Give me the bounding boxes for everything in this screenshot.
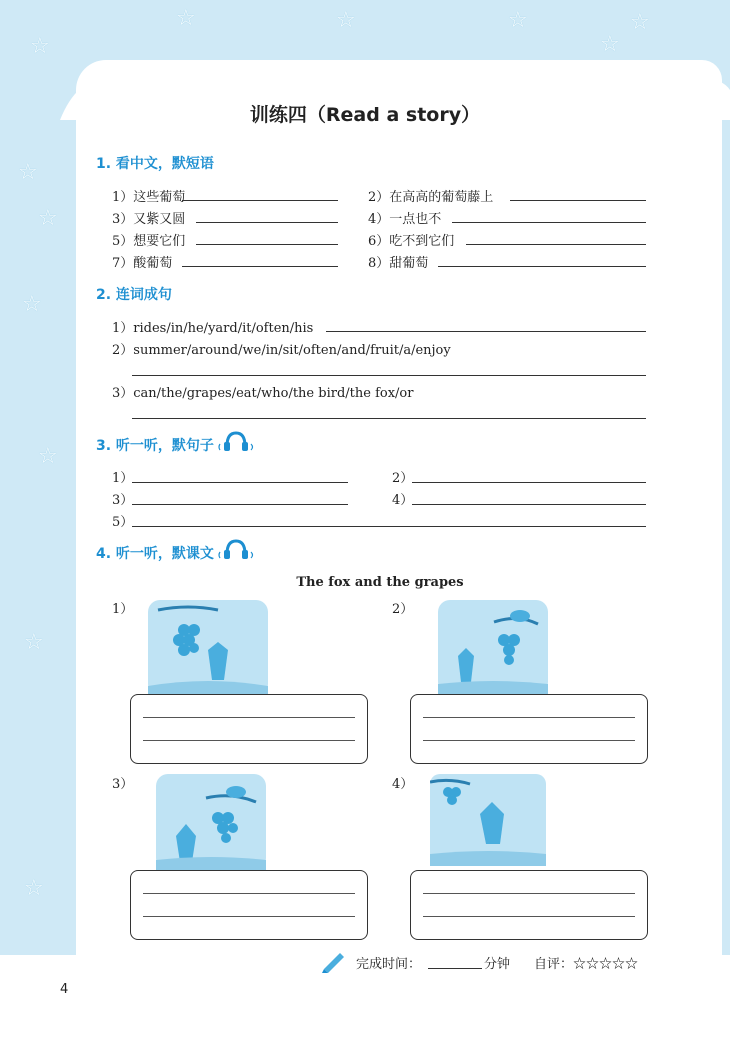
s1-item-7: 7）酸葡萄 xyxy=(112,256,173,271)
s1-item-5: 5）想要它们 xyxy=(112,234,186,249)
answer-line[interactable] xyxy=(132,504,348,505)
speech-bubble[interactable] xyxy=(410,870,648,940)
answer-line[interactable] xyxy=(412,482,646,483)
headphone-icon xyxy=(218,430,254,452)
s2-item-1: 1）rides/in/he/yard/it/often/his xyxy=(112,321,314,336)
answer-line[interactable] xyxy=(423,717,635,718)
s2-item-2: 2）summer/around/we/in/sit/often/and/fruit/a/enjoy xyxy=(112,343,451,358)
panel-2-label: 2） xyxy=(392,602,414,617)
s1-item-8: 8）甜葡萄 xyxy=(368,256,429,271)
answer-line[interactable] xyxy=(423,893,635,894)
fox-jumping-illustration xyxy=(156,774,266,870)
s1-item-4: 4）一点也不 xyxy=(368,212,442,227)
s3-item-5: 5） xyxy=(112,515,134,530)
s1-item-3: 3）又紫又圆 xyxy=(112,212,186,227)
answer-line[interactable] xyxy=(143,717,355,718)
fox-walking-away-illustration xyxy=(430,774,546,866)
speech-bubble[interactable] xyxy=(130,870,368,940)
section-2-heading: 2. 连词成句 xyxy=(96,287,172,303)
star-icon: ☆ xyxy=(336,8,356,33)
s3-item-1: 1） xyxy=(112,471,134,486)
headphone-icon xyxy=(218,538,254,560)
answer-line[interactable] xyxy=(182,200,338,201)
s3-item-4: 4） xyxy=(392,493,414,508)
story-title: The fox and the grapes xyxy=(296,575,464,590)
answer-line[interactable] xyxy=(132,418,646,419)
section-1-heading: 1. 看中文，默短语 xyxy=(96,156,214,172)
answer-line[interactable] xyxy=(423,740,635,741)
panel-4-label: 4） xyxy=(392,777,414,792)
s3-item-2: 2） xyxy=(392,471,414,486)
star-icon: ☆ xyxy=(24,876,44,901)
answer-line[interactable] xyxy=(196,244,338,245)
answer-line[interactable] xyxy=(143,916,355,917)
time-unit: 分钟 xyxy=(484,957,511,972)
s1-item-1: 1）这些葡萄 xyxy=(112,190,186,205)
answer-line[interactable] xyxy=(423,916,635,917)
self-evaluation[interactable]: 自评：☆☆☆☆☆ xyxy=(534,957,639,972)
star-icon: ☆ xyxy=(600,32,620,57)
fox-grapes-bird-illustration xyxy=(438,600,548,694)
panel-1-label: 1） xyxy=(112,602,134,617)
answer-line[interactable] xyxy=(143,740,355,741)
answer-line[interactable] xyxy=(510,200,646,201)
panel-3-label: 3） xyxy=(112,777,134,792)
speech-bubble[interactable] xyxy=(410,694,648,764)
page-number: 4 xyxy=(60,982,69,997)
star-icon: ☆ xyxy=(176,6,196,31)
star-icon: ☆ xyxy=(24,630,44,655)
star-icon: ☆ xyxy=(22,292,42,317)
section-3-heading: 3. 听一听，默句子 xyxy=(96,438,214,454)
star-icon: ☆ xyxy=(38,444,58,469)
star-icon: ☆ xyxy=(38,206,58,231)
page-title: 训练四（Read a story） xyxy=(249,104,481,126)
s1-item-2: 2）在高高的葡萄藤上 xyxy=(368,190,494,205)
s1-item-6: 6）吃不到它们 xyxy=(368,234,455,249)
time-answer-line[interactable] xyxy=(428,968,482,969)
answer-line[interactable] xyxy=(438,266,646,267)
speech-bubble[interactable] xyxy=(130,694,368,764)
section-4-heading: 4. 听一听，默课文 xyxy=(96,546,214,562)
answer-line[interactable] xyxy=(196,222,338,223)
answer-line[interactable] xyxy=(132,526,646,527)
s3-item-3: 3） xyxy=(112,493,134,508)
answer-line[interactable] xyxy=(182,266,338,267)
answer-line[interactable] xyxy=(452,222,646,223)
s2-item-3: 3）can/the/grapes/eat/who/the bird/the fox/or xyxy=(112,386,414,401)
star-icon: ☆ xyxy=(508,8,528,33)
answer-line[interactable] xyxy=(143,893,355,894)
time-label: 完成时间： xyxy=(356,957,422,972)
star-icon: ☆ xyxy=(630,10,650,35)
fox-grapes-illustration xyxy=(148,600,268,696)
answer-line[interactable] xyxy=(466,244,646,245)
answer-line[interactable] xyxy=(132,375,646,376)
answer-line[interactable] xyxy=(326,331,646,332)
star-icon: ☆ xyxy=(30,34,50,59)
answer-line[interactable] xyxy=(132,482,348,483)
star-icon: ☆ xyxy=(18,160,38,185)
answer-line[interactable] xyxy=(412,504,646,505)
pencil-icon xyxy=(320,947,348,973)
